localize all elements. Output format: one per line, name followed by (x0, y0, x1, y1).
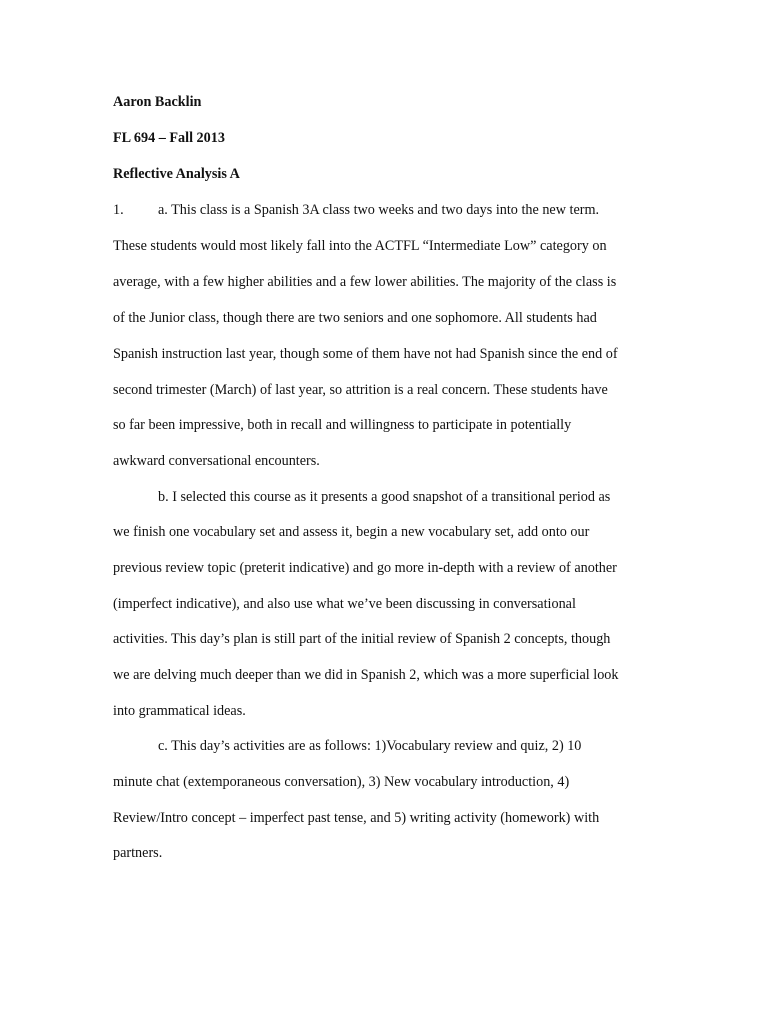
document-title: Reflective Analysis A (113, 166, 240, 182)
author-name: Aaron Backlin (113, 94, 202, 110)
paragraph-b-line: (imperfect indicative), and also use what we’ve been discussing in conversational (113, 596, 576, 612)
paragraph-c-line: minute chat (extemporaneous conversation), 3) New vocabulary introduction, 4) (113, 774, 570, 790)
paragraph-c-first-line: c. This day’s activities are as follows: 1)Vocabulary review and quiz, 2) 10 (158, 738, 582, 754)
paragraph-b-line: into grammatical ideas. (113, 703, 246, 719)
course-line: FL 694 – Fall 2013 (113, 130, 225, 146)
paragraph-a-line: These students would most likely fall into the ACTFL “Intermediate Low” category on (113, 238, 607, 254)
paragraph-c-line: Review/Intro concept – imperfect past tense, and 5) writing activity (homework) with (113, 810, 600, 826)
paragraph-b-first-line: b. I selected this course as it presents a good snapshot of a transitional period as (158, 489, 611, 505)
paragraph-a-first-line: a. This class is a Spanish 3A class two weeks and two days into the new term. (158, 202, 600, 218)
paragraph-b-line: previous review topic (preterit indicative) and go more in-depth with a review of another (113, 560, 617, 576)
paragraph-b-line: we are delving much deeper than we did in Spanish 2, which was a more superficial look (113, 667, 619, 683)
paragraph-a-line: second trimester (March) of last year, so attrition is a real concern. These students have (113, 382, 608, 398)
paragraph-c-line: partners. (113, 845, 163, 861)
section-number: 1. (113, 202, 124, 218)
paragraph-a-line: awkward conversational encounters. (113, 453, 320, 469)
paragraph-b-line: we finish one vocabulary set and assess it, begin a new vocabulary set, add onto our (113, 524, 590, 540)
paragraph-a-line: so far been impressive, both in recall and willingness to participate in potentially (113, 417, 572, 433)
paragraph-a-line: average, with a few higher abilities and a few lower abilities. The majority of the class is (113, 274, 617, 290)
paragraph-a-line: of the Junior class, though there are two seniors and one sophomore. All students had (113, 310, 597, 326)
paragraph-b-line: activities. This day’s plan is still part of the initial review of Spanish 2 concepts, though (113, 631, 611, 647)
paragraph-a-line: Spanish instruction last year, though some of them have not had Spanish since the end of (113, 346, 618, 362)
